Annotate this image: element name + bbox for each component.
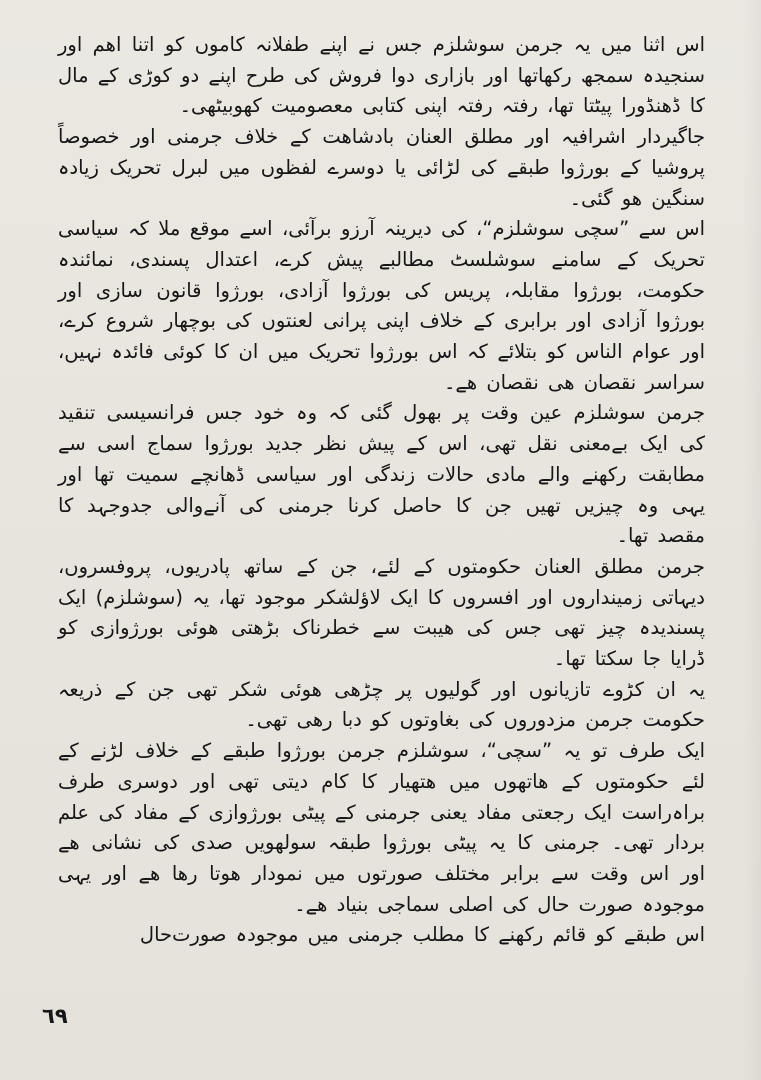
paragraph-6: یہ ان کڑوے تازیانوں اور گولیوں پر چڑھی ھوئی شکر تھی جن کے ذریعہ حکومت جرمن مزدوروں کی بغاوتوں کو دبا رھی تھی۔ bbox=[58, 677, 705, 732]
paragraph-4: جرمن سوشلزم عین وقت پر بھول گئی کہ وہ خود جس فرانسیسی تنقید کی ایک بےمعنی نقل تھی، اس کے پیش نظر جدید بورژوا سماج اسی سے مطابقت رکھنے والے مادی حالات زندگی اور سیاسی ڈھانچے سمیت تھا اور یہی وہ چیزیں تھیں جن کا حاصل کرنا جرمنی کی آنےوالی جدوجہد کا مقصد تھا۔ bbox=[58, 401, 705, 548]
paragraph-8: اس طبقے کو قائم رکھنے کا مطلب جرمنی میں موجودہ صورت‌حال bbox=[139, 923, 705, 947]
paragraph-5: جرمن مطلق العنان حکومتوں کے لئے، جن کے ساتھ پادریوں، پروفسروں، دیہاتی زمینداروں اور افسروں کا ایک لاؤلشکر موجود تھا، یہ (سوشلزم) ایک پسندیدہ چیز تھی جس کی ھیبت سے خطرناک بڑھتی ھوئی بورژوازی کو ڈرایا جا سکتا تھا۔ bbox=[58, 554, 705, 671]
page-edge-shadow bbox=[743, 0, 761, 1080]
paragraph-1: اس اثنا میں یہ جرمن سوشلزم جس نے اپنے طفلانہ کاموں کو اتنا اھم اور سنجیدہ سمجھ رکھاتھا اور بازاری دوا فروش کی طرح اپنے دو کوڑی کے مال کا ڈھنڈورا پیٹتا تھا، رفتہ رفتہ اپنی کتابی معصومیت کھوبیٹھی۔ bbox=[58, 33, 705, 118]
page-number: ٦٩ bbox=[42, 1004, 68, 1028]
paragraph-2: جاگیردار اشرافیہ اور مطلق العنان بادشاھت کے خلاف جرمنی اور خصوصاً پروشیا کے بورژوا طبقے کی لڑائی یا دوسرے لفظوں میں لبرل تحریک زیادہ سنگین ھو گئی۔ bbox=[58, 125, 705, 210]
body-text bbox=[58, 30, 705, 951]
paragraph-3: اس سے ”سچی سوشلزم“، کی دیرینہ آرزو برآئی، اسے موقع ملا کہ سیاسی تحریک کے سامنے سوشلسٹ مطالبے پیش کرے، اعتدال پسندی، نمائندہ حکومت، بورژوا مقابلہ، پریس کی بورژوا آزادی، بورژوا قانون سازی اور بورژوا آزادی اور برابری کے خلاف اپنی پرانی لعنتوں کی بوچھار شروع کرے، اور عوام الناس کو بتلائے کہ اس بورژوا تحریک میں ان کا کوئی فائدہ نہیں، سراسر نقصان ھی نقصان ھے۔ bbox=[58, 217, 705, 394]
paragraph-7: ایک طرف تو یہ ”سچی“، سوشلزم جرمن بورژوا طبقے کے خلاف لڑنے کے لئے حکومتوں کے ھاتھوں میں ھتھیار کا کام دیتی تھی اور دوسری طرف براہ‌راست ایک رجعتی مفاد یعنی جرمنی کے پیٹی بورژوازی کے مفاد کی علم بردار تھی۔ جرمنی کا یہ پیٹی بورژوا طبقہ سولھویں صدی کی نشانی ھے اور اس وقت سے برابر مختلف صورتوں میں نمودار ھوتا رھا ھے اور یہی موجودہ صورت حال کی اصلی سماجی بنیاد ھے۔ bbox=[58, 739, 705, 916]
